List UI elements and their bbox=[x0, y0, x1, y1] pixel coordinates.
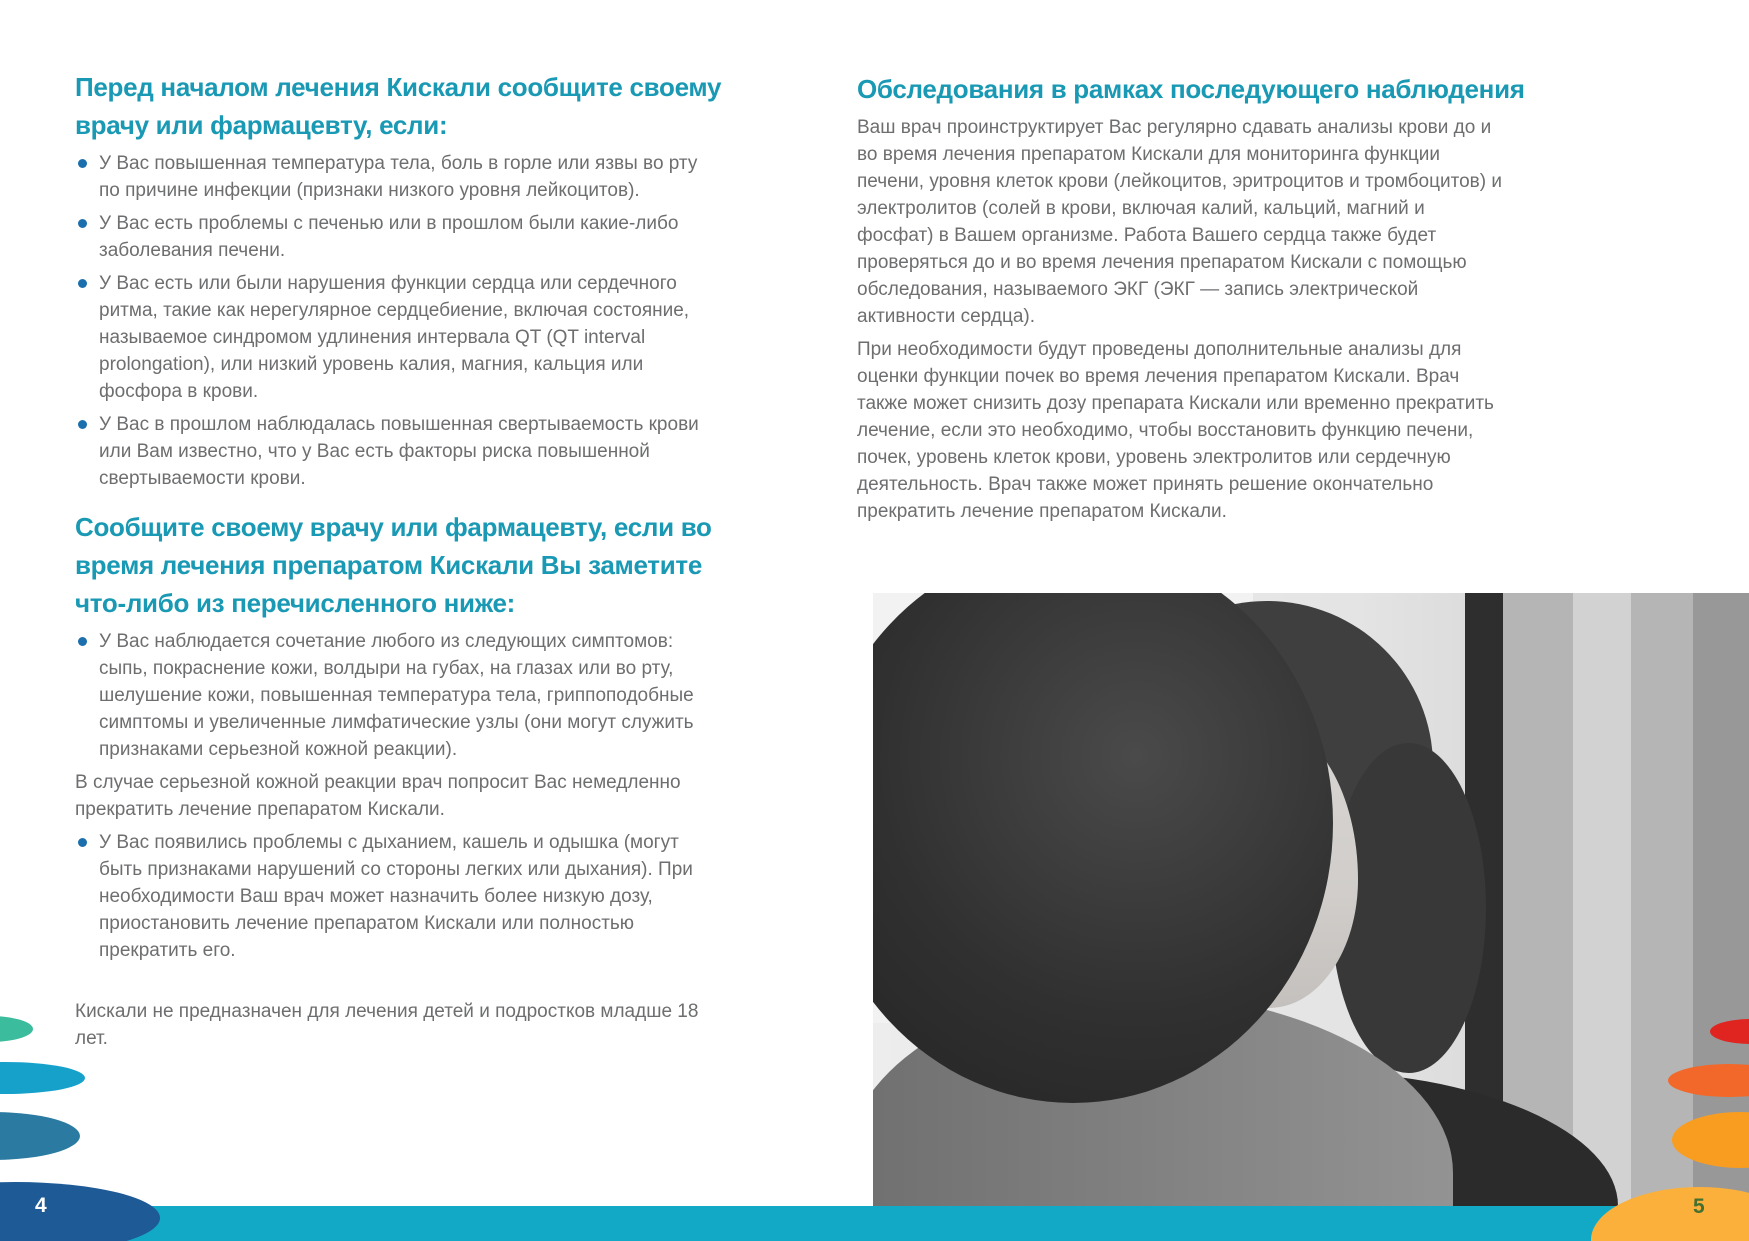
page-number-left: 4 bbox=[35, 1194, 47, 1217]
list-item: У Вас повышенная температура тела, боль в горле или язвы во рту по причине инфекции (признаки низкого уровня лейкоцитов). bbox=[75, 150, 720, 204]
left-heading-during-treatment bbox=[75, 508, 720, 622]
skin-reaction-note: В случае серьезной кожной реакции врач попросит Вас немедленно прекратить лечение препаратом Кискали. bbox=[75, 772, 681, 820]
followup-paragraph-2: При необходимости будут проведены дополнительные анализы для оценки функции почек во время лечения препаратом Кискали. Врач также может снизить дозу препарата Кискали или временно прекратить лечение, если это необходимо, чтобы восстановить функцию печени, почек, уровень клеток крови, уровень электролитов или сердечную деятельность. Врач также может принять решение окончательно прекратить лечение препаратом Кискали. bbox=[857, 339, 1494, 522]
list-item: У Вас появились проблемы с дыханием, кашель и одышка (могут быть признаками нарушений со стороны легких или дыхания). При необходимости Ваш врач может назначить более низкую дозу, приостановить лечение препаратом Кискали или полностью прекратить его. bbox=[75, 829, 720, 964]
left-heading-before-treatment bbox=[75, 68, 720, 144]
doctor-patient-photo bbox=[873, 593, 1749, 1206]
list-item: У Вас есть или были нарушения функции сердца или сердечного ритма, такие как нерегулярное сердцебиение, включая состояние, называемое синдромом удлинения интервала QT (QT interval prolongation), или низкий уровень калия, магния, кальция или фосфора в крови. bbox=[75, 270, 720, 405]
decorative-ellipse-cyan bbox=[0, 1062, 85, 1094]
heading-line: что-либо из перечисленного ниже: bbox=[75, 588, 516, 618]
during-treatment-symptom-list bbox=[75, 628, 720, 763]
list-item: У Вас в прошлом наблюдалась повышенная свертываемость крови или Вам известно, что у Вас есть факторы риска повышенной свертываемости крови. bbox=[75, 411, 720, 492]
heading-line: Сообщите своему врачу или фармацевту, если во bbox=[75, 512, 712, 542]
followup-paragraph-1: Ваш врач проинструктирует Вас регулярно сдавать анализы крови до и во время лечения препаратом Кискали для мониторинга функции печени, уровня клеток крови (лейкоцитов, эритроцитов и тромбоцитов) и электролитов (солей в крови, включая калий, кальций, магний и фосфат) в Вашем организме. Работа Вашего сердца также будет проверяться до и во время лечения препаратом Кискали с помощью обследования, называемого ЭКГ (ЭКГ — запись электрической активности сердца). bbox=[857, 117, 1502, 327]
decorative-ellipse-navy bbox=[0, 1182, 160, 1241]
heading-line: Перед началом лечения Кискали сообщите своему bbox=[75, 72, 722, 102]
decorative-ellipse-green bbox=[0, 1016, 33, 1042]
decorative-ellipse-steel-blue bbox=[0, 1112, 80, 1160]
photo-curtain-stripe bbox=[1573, 593, 1631, 1206]
during-treatment-symptom-list bbox=[75, 829, 720, 964]
left-page-column bbox=[75, 68, 720, 1052]
footer-accent-bar bbox=[0, 1206, 1749, 1241]
heading-line: врачу или фармацевту, если: bbox=[75, 110, 448, 140]
list-item: У Вас есть проблемы с печенью или в прошлом были какие-либо заболевания печени. bbox=[75, 210, 720, 264]
heading-line: время лечения препаратом Кискали Вы заметите bbox=[75, 550, 702, 580]
right-heading-followup: Обследования в рамках последующего наблюдения bbox=[857, 74, 1525, 104]
list-item: У Вас наблюдается сочетание любого из следующих симптомов: сыпь, покраснение кожи, волдыри на губах, на глазах или во рту, шелушение кожи, повышенная температура тела, гриппоподобные симптомы и увеличенные лимфатические узлы (они могут служить признаками серьезной кожной реакции). bbox=[75, 628, 720, 763]
pre-treatment-warning-list bbox=[75, 150, 720, 492]
age-restriction-note: Кискали не предназначен для лечения детей и подростков младше 18 лет. bbox=[75, 1001, 699, 1049]
page-number-right: 5 bbox=[1693, 1195, 1705, 1218]
right-page-column bbox=[857, 70, 1525, 525]
